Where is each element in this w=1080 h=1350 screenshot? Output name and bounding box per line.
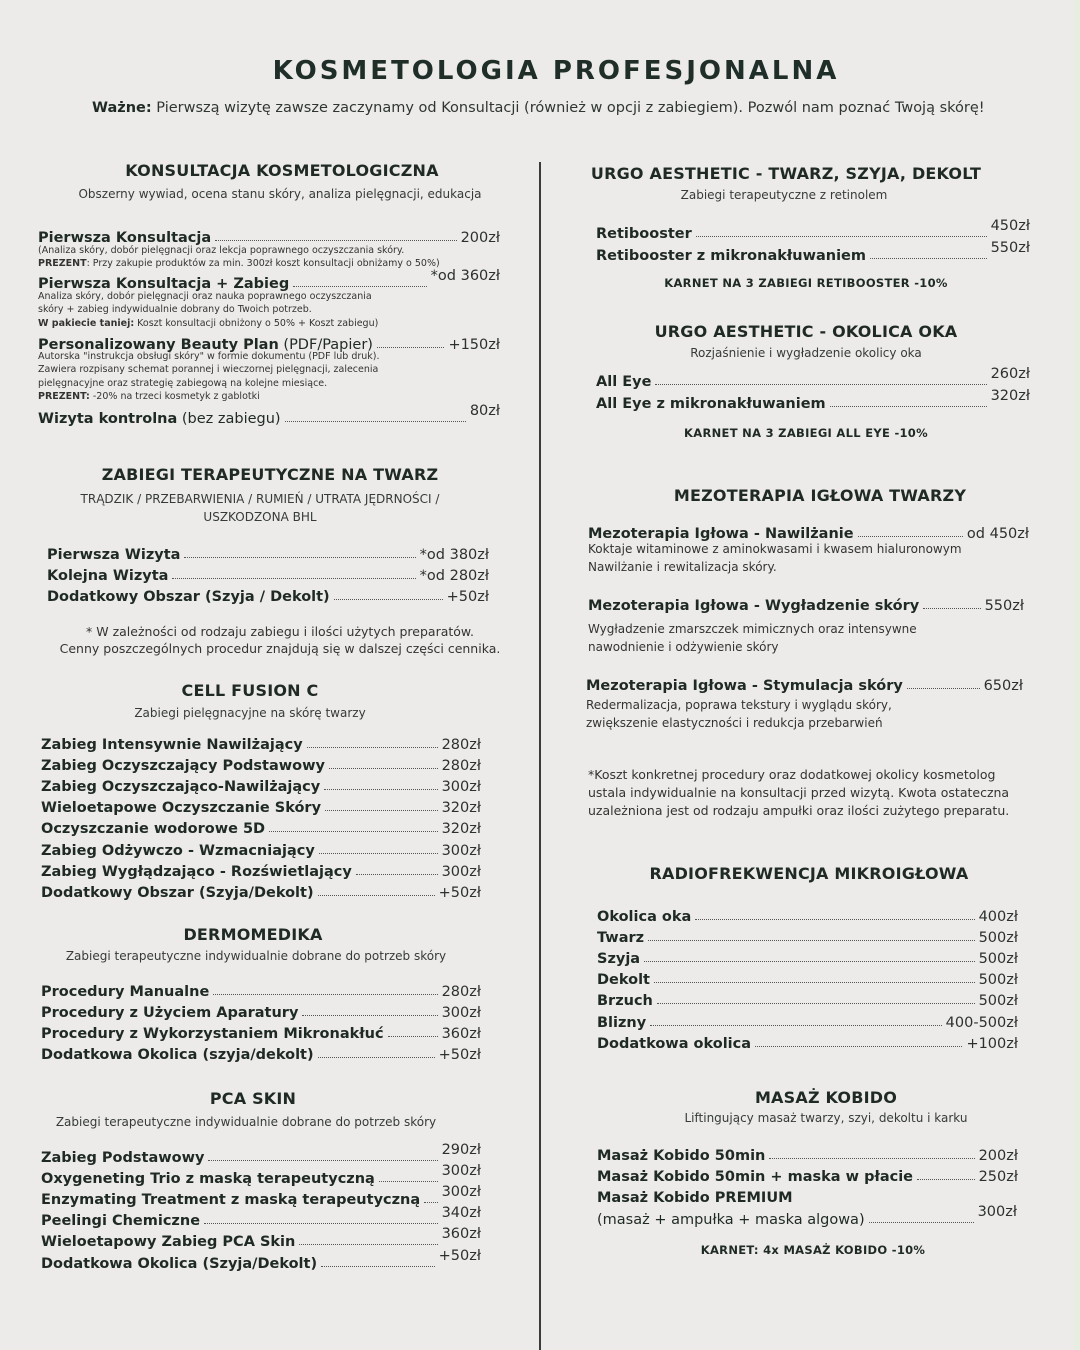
- price-row-kobido-premium: [597, 1184, 1017, 1206]
- dot-leader: [869, 1222, 974, 1223]
- dot-leader: [870, 258, 987, 259]
- price-row-mezo-wygladzenie: [588, 592, 1024, 614]
- section-subtitle-pcaskin: Zabiegi terapeutyczne indywidualnie dobrane do potrzeb skóry: [55, 1115, 437, 1129]
- dot-leader: [324, 789, 437, 790]
- item-price: 300zł: [441, 1184, 481, 1201]
- item-name: Zabieg Podstawowy: [41, 1150, 205, 1166]
- price-row-wizyta-kontrolna: [38, 405, 500, 427]
- dot-leader: [858, 536, 963, 537]
- item-name: Dodatkowa okolica: [597, 1035, 752, 1052]
- price-row: [41, 773, 481, 795]
- karnet-retibooster: KARNET NA 3 ZABIEGI RETIBOOSTER -10%: [664, 276, 948, 290]
- dot-leader: [648, 940, 975, 941]
- desc-line: Autorska "instrukcja obsługi skóry" w formie dokumentu (PDF lub druk).: [38, 351, 380, 362]
- item-price: 500zł: [978, 930, 1018, 947]
- item-price: +50zł: [446, 589, 489, 606]
- dot-leader: [329, 768, 438, 769]
- item-price: 300zł: [977, 1204, 1017, 1220]
- price-row: [41, 1247, 481, 1272]
- item-name: All Eye z mikronakłuwaniem: [596, 396, 826, 412]
- desc-line: [38, 317, 378, 330]
- dot-leader: [208, 1160, 437, 1161]
- desc-line: (Analiza skóry, dobór pielęgnacji oraz lekcja poprawnego oczyszczania skóry.: [38, 245, 405, 256]
- section-title-radiofrekwencja: RADIOFREKWENCJA MIKROIGŁOWA: [649, 864, 969, 883]
- item-name: Twarz: [597, 930, 645, 947]
- item-price: 260zł: [990, 366, 1030, 382]
- item-price: *od 360zł: [430, 268, 500, 284]
- price-row: [597, 987, 1018, 1009]
- dot-leader: [695, 919, 974, 920]
- dot-leader: [325, 810, 438, 811]
- item-price: 360zł: [441, 1026, 481, 1043]
- dot-leader: [923, 608, 980, 609]
- section-subtitle-dermomedika: Zabiegi terapeutyczne indywidualnie dobrane do potrzeb skóry: [65, 949, 447, 963]
- price-row: [47, 583, 489, 605]
- item-price: +150zł: [448, 337, 500, 353]
- dot-leader: [184, 557, 415, 558]
- dot-leader: [377, 347, 444, 348]
- section-title-terapeutyczne: ZABIEGI TERAPEUTYCZNE NA TWARZ: [101, 465, 439, 484]
- dot-leader: [907, 688, 980, 689]
- price-row-mezo-nawilzanie: [588, 520, 1029, 542]
- price-row: [596, 239, 1030, 264]
- item-price: 550zł: [990, 239, 1030, 256]
- section-subtitle-kobido: Liftingujący masaż twarzy, szyi, dekoltu i karku: [684, 1111, 968, 1125]
- item-name-bold: Wizyta kontrolna: [38, 411, 178, 427]
- item-price: 280zł: [441, 737, 481, 753]
- note-line: *Koszt konkretnej procedury oraz dodatkowej okolicy kosmetolog: [588, 767, 996, 782]
- item-name: Okolica oka: [597, 909, 692, 925]
- item-name: Pierwsza Konsultacja: [38, 230, 212, 246]
- note-line: ustala indywidualnie na konsultacji przed wizytą. Kwota ostateczna: [588, 785, 1010, 800]
- item-name: Peelingi Chemiczne: [41, 1213, 201, 1230]
- price-row-mezo-stymulacja: [586, 672, 1023, 694]
- item-name-light: (masaż + ampułka + maska algowa): [597, 1212, 865, 1228]
- section-subtitle-terapeutyczne: [20, 490, 500, 526]
- desc-line: Koktaje witaminowe z aminokwasami i kwasem hialuronowym: [588, 542, 962, 556]
- item-name: Mezoterapia Igłowa - Nawilżanie: [588, 526, 854, 542]
- item-name: Enzymating Treatment z maską terapeutyczną: [41, 1192, 421, 1209]
- price-row: [597, 1030, 1018, 1052]
- item-description: [588, 540, 962, 576]
- item-price: 550zł: [984, 598, 1024, 614]
- dot-leader: [213, 994, 437, 995]
- item-price: 80zł: [469, 403, 500, 419]
- desc-text: Koszt konsultacji obniżony o 50% + Koszt zabiegu): [134, 317, 379, 329]
- price-row: [41, 1165, 481, 1187]
- desc-line: pielęgnacyjne oraz strategię zabiegową na kolejne miesiące.: [38, 377, 328, 389]
- item-name: Oczyszczanie wodorowe 5D: [41, 821, 266, 838]
- section-subtitle-cellfusion: Zabiegi pielęgnacyjne na skórę twarzy: [134, 706, 366, 720]
- item-name: Pierwsza Wizyta: [47, 547, 181, 563]
- price-row: [41, 1020, 481, 1042]
- item-price: 500zł: [978, 993, 1018, 1010]
- item-name: Brzuch: [597, 993, 653, 1010]
- item-name: Retibooster: [596, 226, 692, 242]
- item-price: +50zł: [438, 1247, 481, 1264]
- price-row: [596, 390, 1030, 412]
- dot-leader: [299, 1244, 437, 1245]
- section-subtitle-urgo-twarz: Zabiegi terapeutyczne z retinolem: [680, 188, 888, 202]
- section-title-cellfusion: CELL FUSION C: [181, 681, 319, 700]
- item-name: Dodatkowa Okolica (Szyja/Dekolt): [41, 1255, 318, 1272]
- desc-line: [38, 390, 380, 403]
- item-name: Retibooster z mikronakłuwaniem: [596, 247, 866, 264]
- desc-bold: W pakiecie taniej:: [38, 317, 135, 329]
- price-row: [41, 999, 481, 1021]
- price-row: [596, 220, 1030, 242]
- item-name: Zabieg Wygłądzająco - Rozświetlający: [41, 863, 352, 880]
- item-name: Masaż Kobido PREMIUM: [597, 1190, 793, 1206]
- item-price: +50zł: [438, 884, 481, 901]
- price-row: [597, 1142, 1018, 1164]
- item-name-light: (bez zabiegu): [177, 411, 281, 427]
- dot-leader: [172, 578, 415, 579]
- item-name: Dekolt: [597, 972, 650, 989]
- item-price: 360zł: [441, 1226, 481, 1243]
- item-name: Dodatkowa Okolica (szyja/dekolt): [41, 1047, 314, 1064]
- item-price: *od 380zł: [419, 547, 489, 563]
- dot-leader: [696, 236, 987, 237]
- item-price: 300zł: [441, 779, 481, 796]
- item-description: [38, 290, 378, 330]
- item-price: 500zł: [978, 951, 1018, 968]
- price-row: [41, 978, 481, 1000]
- item-name: Procedury z Wykorzystaniem Mikronakłuć: [41, 1026, 384, 1043]
- section-title-kobido: MASAŻ KOBIDO: [754, 1088, 898, 1107]
- dot-leader: [424, 1202, 437, 1203]
- section-subtitle-konsultacja: Obszerny wywiad, ocena stanu skóry, analiza pielęgnacji, edukacja: [78, 187, 482, 201]
- price-row: [41, 1207, 481, 1229]
- section-title-mezoterapia: MEZOTERAPIA IGŁOWA TWARZY: [673, 486, 967, 505]
- note-text: Pierwszą wizytę zawsze zaczynamy od Konsultacji (również w opcji z zabiegiem). Pozwól nam poznać Twoją skórę!: [151, 100, 985, 116]
- item-price: 200zł: [978, 1148, 1018, 1164]
- price-row: [597, 924, 1018, 946]
- item-name: Dodatkowy Obszar (Szyja / Dekolt): [47, 589, 330, 606]
- section-subtitle-urgo-oko: Rozjaśnienie i wygładzenie okolicy oka: [690, 346, 922, 360]
- item-price: 300zł: [441, 1163, 481, 1180]
- karnet-all-eye: KARNET NA 3 ZABIEGI ALL EYE -10%: [684, 426, 928, 440]
- price-row: [597, 945, 1018, 967]
- price-row: [41, 1186, 481, 1208]
- price-row-konsultacja-zabieg: [38, 270, 500, 292]
- item-price: 300zł: [441, 863, 481, 880]
- price-row-kobido-premium-detail: [597, 1206, 1017, 1228]
- karnet-kobido: KARNET: 4x MASAŻ KOBIDO -10%: [700, 1243, 926, 1257]
- page-title: KOSMETOLOGIA PROFESJONALNA: [272, 56, 840, 86]
- dot-leader: [319, 853, 438, 854]
- item-price: 320zł: [990, 388, 1030, 404]
- item-price: 280zł: [441, 758, 481, 775]
- dot-leader: [917, 1179, 975, 1180]
- note-label: Ważne:: [92, 100, 152, 116]
- dot-leader: [654, 982, 975, 983]
- item-price: 320zł: [441, 821, 481, 838]
- item-description: [38, 350, 380, 404]
- item-price: 340zł: [441, 1205, 481, 1222]
- price-row: [41, 1144, 481, 1166]
- item-name: [38, 411, 281, 427]
- item-name: Mezoterapia Igłowa - Wygładzenie skóry: [588, 598, 920, 614]
- item-name: Masaż Kobido 50min + maska w płacie: [597, 1169, 914, 1186]
- item-price: 290zł: [441, 1142, 481, 1158]
- item-name: Blizny: [597, 1014, 647, 1031]
- price-row: [41, 1041, 481, 1063]
- item-price: *od 280zł: [419, 568, 489, 585]
- dot-leader: [321, 1266, 435, 1267]
- item-name: Pierwsza Konsultacja + Zabieg: [38, 276, 290, 292]
- desc-line: Redermalizacja, poprawa tekstury i wyglądu skóry,: [586, 698, 892, 712]
- desc-line: Wygładzenie zmarszczek mimicznych oraz intensywne: [588, 622, 917, 636]
- item-price: 320zł: [441, 800, 481, 817]
- section-title-dermomedika: DERMOMEDIKA: [183, 925, 323, 944]
- price-row: [41, 1228, 481, 1250]
- important-note: [92, 100, 1052, 116]
- dot-leader: [318, 1057, 435, 1058]
- item-price: 400-500zł: [945, 1014, 1018, 1031]
- price-row: [41, 837, 481, 859]
- item-name: Wieloetapowy Zabieg PCA Skin: [41, 1234, 296, 1251]
- item-name: Oxygeneting Trio z maską terapeutyczną: [41, 1171, 375, 1188]
- dot-leader: [204, 1223, 438, 1224]
- price-row: [597, 1163, 1018, 1185]
- dot-leader: [379, 1181, 438, 1182]
- dot-leader: [769, 1158, 974, 1159]
- item-name: Mezoterapia Igłowa - Stymulacja skóry: [586, 678, 903, 694]
- item-name: Zabieg Intensywnie Nawilżający: [41, 737, 303, 753]
- price-row: [41, 794, 481, 816]
- dot-leader: [334, 599, 443, 600]
- price-row: [41, 858, 481, 880]
- dot-leader: [644, 961, 974, 962]
- note-line: uzależniona jest od rodzaju ampułki oraz ilości zużytego preparatu.: [588, 803, 1010, 818]
- price-row: [41, 731, 481, 753]
- dot-leader: [657, 1003, 975, 1004]
- desc-line: skóry + zabieg indywidualnie dobrany do Twoich potrzeb.: [38, 304, 312, 316]
- item-price: 400zł: [978, 909, 1018, 925]
- dot-leader: [269, 831, 437, 832]
- item-name: Zabieg Oczyszczająco-Nawilżający: [41, 779, 321, 796]
- item-description: [38, 244, 440, 271]
- price-row: [597, 903, 1018, 925]
- desc-line: [38, 257, 440, 270]
- desc-line: Zawiera rozpisany schemat porannej i wieczornej pielęgnacji, zalecenia: [38, 364, 379, 376]
- dot-leader: [388, 1036, 438, 1037]
- item-name: Zabieg Oczyszczający Podstawowy: [41, 758, 325, 775]
- desc-line: Nawilżanie i rewitalizacja skóry.: [588, 560, 777, 574]
- item-name: Szyja: [597, 951, 641, 968]
- item-description: [586, 696, 892, 732]
- item-name: Kolejna Wizyta: [47, 568, 169, 585]
- item-price: 300zł: [441, 1005, 481, 1022]
- item-price: +100zł: [966, 1035, 1018, 1052]
- item-price: od 450zł: [966, 526, 1029, 542]
- mezoterapia-note: [588, 766, 1009, 820]
- item-name: All Eye: [596, 374, 652, 390]
- item-name: Zabieg Odżywczo - Wzmacniający: [41, 842, 315, 859]
- price-row: [47, 541, 489, 563]
- section-title-konsultacja: KONSULTACJA KOSMETOLOGICZNA: [125, 161, 439, 180]
- dot-leader: [356, 874, 438, 875]
- price-row: [47, 562, 489, 584]
- section-title-pcaskin: PCA SKIN: [209, 1089, 297, 1108]
- item-price: 450zł: [990, 218, 1030, 234]
- item-name: Procedury z Użyciem Aparatury: [41, 1005, 299, 1022]
- dot-leader: [285, 421, 466, 422]
- item-name: Wieloetapowe Oczyszczanie Skóry: [41, 800, 322, 817]
- price-row: [597, 1009, 1018, 1031]
- item-name-light: (PDF/Papier): [278, 337, 373, 353]
- price-row: [597, 966, 1018, 988]
- subtitle-line: USZKODZONA BHL: [203, 510, 317, 524]
- desc-line: Analiza skóry, dobór pielęgnacji oraz nauka poprawnego oczyszczania: [38, 291, 372, 302]
- dot-leader: [307, 747, 438, 748]
- price-row: [41, 752, 481, 774]
- dot-leader: [293, 286, 426, 287]
- item-name: Masaż Kobido 50min: [597, 1148, 766, 1164]
- dot-leader: [655, 384, 986, 385]
- item-description: [588, 620, 917, 656]
- item-name-bold: Personalizowany Beauty Plan: [38, 337, 279, 353]
- item-price: +50zł: [438, 1047, 481, 1064]
- note-line: * W zależności od rodzaju zabiegu i ilości użytych preparatów.: [86, 624, 474, 639]
- item-price: 250zł: [978, 1169, 1018, 1186]
- section-title-urgo-oko: URGO AESTHETIC - OKOLICA OKA: [654, 322, 958, 341]
- dot-leader: [302, 1015, 437, 1016]
- dot-leader: [650, 1025, 941, 1026]
- desc-bold: PREZENT: [38, 258, 87, 270]
- item-price: 650zł: [983, 678, 1023, 694]
- price-row: [41, 879, 481, 901]
- desc-bold: PREZENT:: [38, 391, 90, 403]
- price-row-pierwsza-konsultacja: [38, 224, 500, 246]
- price-row: [41, 815, 481, 837]
- item-name: Dodatkowy Obszar (Szyja/Dekolt): [41, 884, 314, 901]
- item-price: 280zł: [441, 984, 481, 1000]
- item-name: [597, 1212, 865, 1228]
- desc-line: nawodnienie i odżywienie skóry: [588, 640, 779, 654]
- item-price: 200zł: [460, 230, 500, 246]
- item-name: Procedury Manualne: [41, 984, 210, 1000]
- terapeutyczne-note: [20, 623, 540, 657]
- desc-line: zwiększenie elastyczności i redukcja przebarwień: [586, 716, 883, 730]
- dot-leader: [830, 406, 987, 407]
- column-divider: [539, 162, 541, 1350]
- price-row: [596, 368, 1030, 390]
- item-price: 300zł: [441, 842, 481, 859]
- desc-text: : Przy zakupie produktów za min. 300zł koszt konsultacji obniżamy o 50%): [86, 258, 440, 270]
- section-title-urgo-twarz: URGO AESTHETIC - TWARZ, SZYJA, DEKOLT: [590, 164, 982, 183]
- note-line: Cenny poszczególnych procedur znajdują się w dalszej części cennika.: [59, 641, 501, 656]
- item-price: 500zł: [978, 972, 1018, 989]
- dot-leader: [215, 240, 456, 241]
- page-edge-strip: [1074, 0, 1080, 1350]
- dot-leader: [318, 895, 435, 896]
- subtitle-line: TRĄDZIK / PRZEBARWIENIA / RUMIEŃ / UTRATA JĘDRNOŚCI /: [80, 492, 440, 506]
- dot-leader: [755, 1046, 962, 1047]
- desc-text: -20% na trzeci kosmetyk z gablotki: [89, 391, 260, 403]
